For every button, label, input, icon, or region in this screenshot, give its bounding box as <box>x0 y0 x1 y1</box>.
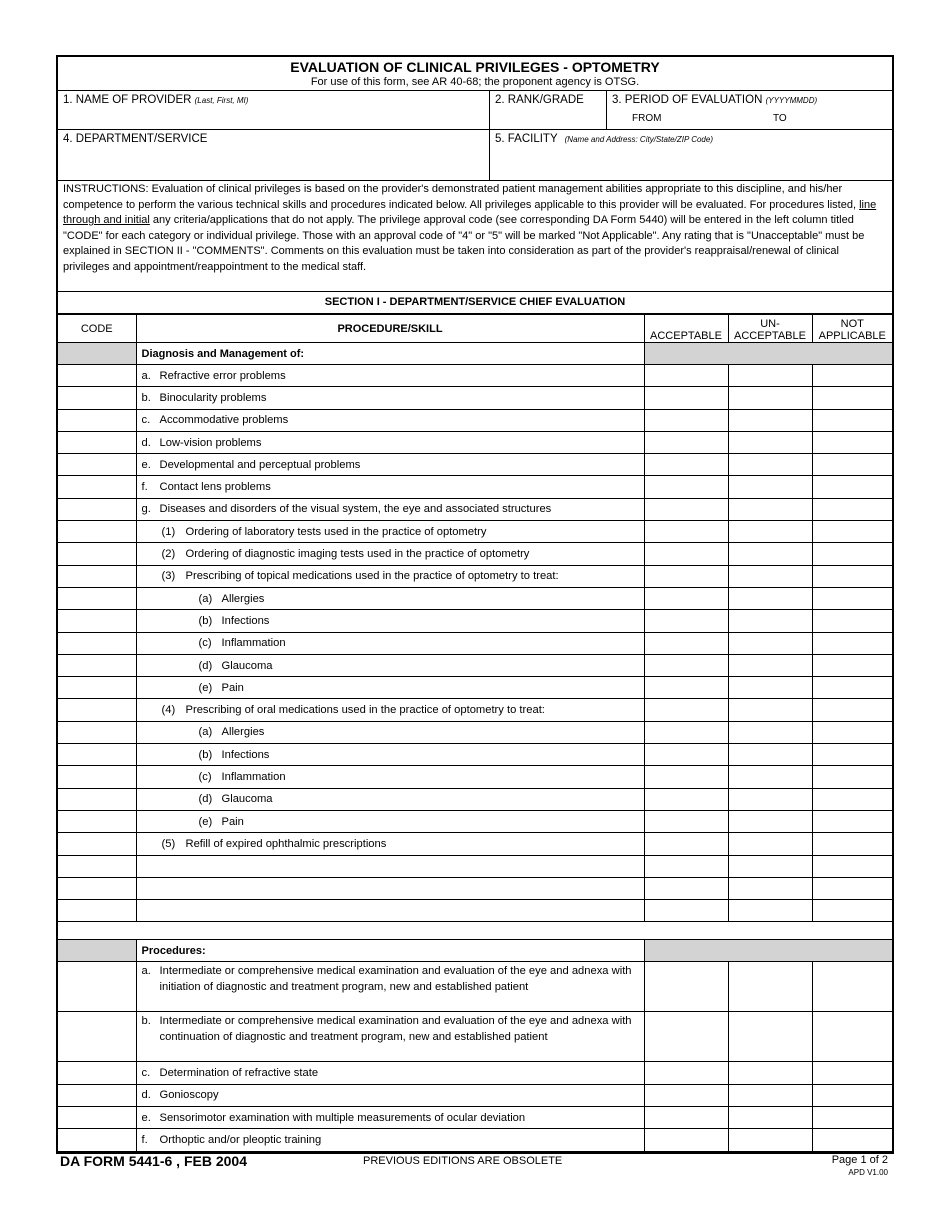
table-row <box>58 677 892 699</box>
acceptable-cell[interactable] <box>644 788 728 810</box>
item-prefix: a. <box>141 965 151 978</box>
code-cell[interactable] <box>58 565 136 587</box>
table-row <box>58 365 892 387</box>
evaluation-table <box>58 314 892 1152</box>
procedure-cell <box>136 1012 644 1062</box>
code-cell[interactable] <box>58 610 136 632</box>
table-row <box>58 454 892 476</box>
from-label: FROM <box>632 113 662 124</box>
evaluation-form <box>56 55 894 1154</box>
code-cell[interactable] <box>58 788 136 810</box>
unacceptable-cell[interactable] <box>728 810 812 832</box>
not-applicable-cell[interactable] <box>812 565 892 587</box>
unacceptable-cell[interactable] <box>728 788 812 810</box>
procedure-cell <box>136 1062 644 1084</box>
item-prefix: b. <box>141 391 151 404</box>
page-number: Page 1 of 2 <box>831 1154 888 1166</box>
category-label: Diagnosis and Management of: <box>136 343 644 365</box>
acceptable-cell[interactable] <box>644 721 728 743</box>
acceptable-cell[interactable] <box>644 677 728 699</box>
acceptable-cell[interactable] <box>644 1107 728 1129</box>
procedure-cell <box>136 744 644 766</box>
procedure-cell[interactable] <box>136 877 644 899</box>
procedure-cell <box>136 521 644 543</box>
spacer-cell <box>58 922 892 940</box>
acceptable-cell[interactable] <box>644 476 728 498</box>
procedure-cell <box>136 565 644 587</box>
unacceptable-cell[interactable] <box>728 962 812 1012</box>
table-row <box>58 543 892 565</box>
form-footer <box>60 1153 890 1183</box>
not-applicable-cell[interactable] <box>812 877 892 899</box>
table-row <box>58 632 892 654</box>
code-column-header: CODE <box>58 315 136 343</box>
item-label: Contact lens problems <box>159 481 271 494</box>
provider-name-field[interactable] <box>58 91 490 129</box>
unacceptable-cell[interactable] <box>728 521 812 543</box>
item-prefix: (d) <box>198 659 213 672</box>
procedure-cell <box>136 1084 644 1106</box>
unacceptable-cell[interactable] <box>728 833 812 855</box>
table-row <box>58 962 892 1012</box>
code-cell[interactable] <box>58 833 136 855</box>
code-cell[interactable] <box>58 810 136 832</box>
table-row <box>58 766 892 788</box>
table-row <box>58 521 892 543</box>
category-row-diagnosis <box>58 343 892 365</box>
procedure-column-header: PROCEDURE/SKILL <box>136 315 644 343</box>
unacceptable-cell[interactable] <box>728 900 812 922</box>
not-applicable-cell[interactable] <box>812 900 892 922</box>
form-title: EVALUATION OF CLINICAL PRIVILEGES - OPTOMETRY <box>290 59 660 75</box>
procedure-cell <box>136 677 644 699</box>
code-cell[interactable] <box>58 409 136 431</box>
not-applicable-cell[interactable] <box>812 454 892 476</box>
procedure-cell <box>136 365 644 387</box>
code-cell <box>58 343 136 365</box>
facility-label: 5. FACILITY <box>495 133 558 145</box>
not-applicable-cell[interactable] <box>812 587 892 609</box>
acceptable-cell[interactable] <box>644 833 728 855</box>
category-label: Procedures: <box>136 940 644 962</box>
code-cell <box>58 940 136 962</box>
facility-hint: (Name and Address: City/State/ZIP Code) <box>564 135 713 144</box>
unacceptable-cell[interactable] <box>728 632 812 654</box>
not-applicable-cell[interactable] <box>812 498 892 520</box>
item-label: Accommodative problems <box>159 414 289 427</box>
procedure-cell <box>136 1107 644 1129</box>
department-field[interactable] <box>58 130 490 180</box>
unacceptable-cell[interactable] <box>728 431 812 453</box>
unacceptable-cell[interactable] <box>728 1107 812 1129</box>
not-applicable-cell[interactable] <box>812 1062 892 1084</box>
not-applicable-cell[interactable] <box>812 677 892 699</box>
item-label: Orthoptic and/or pleoptic training <box>159 1133 322 1146</box>
table-row <box>58 610 892 632</box>
item-prefix: b. <box>141 1015 151 1028</box>
procedure-cell <box>136 721 644 743</box>
item-prefix: (4) <box>161 704 176 717</box>
acceptable-cell[interactable] <box>644 877 728 899</box>
not-applicable-cell[interactable] <box>812 788 892 810</box>
table-row <box>58 587 892 609</box>
item-label: Ordering of diagnostic imaging tests used in the practice of optometry <box>185 548 530 561</box>
provider-name-hint: (Last, First, MI) <box>194 96 249 105</box>
acceptable-cell[interactable] <box>644 521 728 543</box>
not-applicable-cell[interactable] <box>812 476 892 498</box>
rank-grade-field[interactable] <box>490 91 607 129</box>
item-prefix: (c) <box>198 770 212 783</box>
instructions <box>58 181 892 292</box>
unacceptable-cell[interactable] <box>728 654 812 676</box>
item-label: Sensorimotor examination with multiple measurements of ocular deviation <box>159 1111 526 1124</box>
rank-grade-label: 2. RANK/GRADE <box>495 94 584 106</box>
table-row <box>58 409 892 431</box>
procedure-cell <box>136 788 644 810</box>
not-applicable-cell[interactable] <box>812 431 892 453</box>
acceptable-cell[interactable] <box>644 962 728 1012</box>
unacceptable-cell[interactable] <box>728 587 812 609</box>
not-applicable-cell[interactable] <box>812 632 892 654</box>
not-applicable-cell[interactable] <box>812 1129 892 1151</box>
unacceptable-cell[interactable] <box>728 699 812 721</box>
code-cell[interactable] <box>58 962 136 1012</box>
table-row <box>58 1062 892 1084</box>
procedure-cell[interactable] <box>136 855 644 877</box>
item-prefix: (d) <box>198 793 213 806</box>
unacceptable-cell[interactable] <box>728 1012 812 1062</box>
item-prefix: f. <box>141 1133 148 1146</box>
procedure-cell <box>136 810 644 832</box>
not-applicable-cell[interactable] <box>812 962 892 1012</box>
code-cell[interactable] <box>58 877 136 899</box>
item-label: Glaucoma <box>221 659 273 672</box>
item-prefix: d. <box>141 1089 151 1102</box>
code-cell[interactable] <box>58 677 136 699</box>
rating-cell-disabled <box>644 343 892 365</box>
code-cell[interactable] <box>58 476 136 498</box>
item-label: Prescribing of topical medications used in the practice of optometry to treat: <box>185 570 559 583</box>
unacceptable-cell[interactable] <box>728 387 812 409</box>
code-cell[interactable] <box>58 1129 136 1151</box>
acceptable-cell[interactable] <box>644 744 728 766</box>
table-row <box>58 387 892 409</box>
not-applicable-cell[interactable] <box>812 833 892 855</box>
acceptable-cell[interactable] <box>644 431 728 453</box>
provider-name-label: 1. NAME OF PROVIDER <box>63 94 192 106</box>
table-row <box>58 565 892 587</box>
code-cell[interactable] <box>58 766 136 788</box>
not-applicable-cell[interactable] <box>812 699 892 721</box>
procedure-cell <box>136 654 644 676</box>
item-prefix: c. <box>141 414 151 427</box>
form-subtitle: For use of this form, see AR 40-68; the proponent agency is OTSG. <box>310 76 640 88</box>
unacceptable-cell[interactable] <box>728 677 812 699</box>
table-row <box>58 498 892 520</box>
item-prefix: e. <box>141 458 151 471</box>
procedure-cell <box>136 543 644 565</box>
item-label: Glaucoma <box>221 793 273 806</box>
item-prefix: f. <box>141 481 148 494</box>
item-prefix: e. <box>141 1111 151 1124</box>
item-label: Inflammation <box>221 770 286 783</box>
not-applicable-cell[interactable] <box>812 654 892 676</box>
to-label: TO <box>773 113 787 124</box>
item-prefix: a. <box>141 369 151 382</box>
table-row <box>58 810 892 832</box>
procedure-cell <box>136 1129 644 1151</box>
item-label: Developmental and perceptual problems <box>159 458 361 471</box>
not-applicable-cell[interactable] <box>812 721 892 743</box>
department-row <box>58 130 892 181</box>
item-label: Allergies <box>221 592 265 605</box>
unacceptable-cell[interactable] <box>728 855 812 877</box>
acceptable-cell[interactable] <box>644 699 728 721</box>
acceptable-cell[interactable] <box>644 1084 728 1106</box>
form-header <box>58 57 892 91</box>
item-prefix: (b) <box>198 748 213 761</box>
code-cell[interactable] <box>58 1084 136 1106</box>
code-cell[interactable] <box>58 632 136 654</box>
item-prefix: (1) <box>161 525 176 538</box>
table-row <box>58 654 892 676</box>
not-applicable-cell[interactable] <box>812 855 892 877</box>
acceptable-cell[interactable] <box>644 1012 728 1062</box>
table-row <box>58 788 892 810</box>
acceptable-cell[interactable] <box>644 387 728 409</box>
acceptable-cell[interactable] <box>644 365 728 387</box>
rating-cell-disabled <box>644 940 892 962</box>
period-label: 3. PERIOD OF EVALUATION <box>612 94 763 106</box>
acceptable-cell[interactable] <box>644 654 728 676</box>
item-prefix: c. <box>141 1067 151 1080</box>
code-cell[interactable] <box>58 387 136 409</box>
unacceptable-cell[interactable] <box>728 744 812 766</box>
acceptable-cell[interactable] <box>644 1129 728 1151</box>
code-cell[interactable] <box>58 587 136 609</box>
code-cell[interactable] <box>58 521 136 543</box>
blank-row <box>58 900 892 922</box>
form-number: DA FORM 5441-6 , FEB 2004 <box>60 1153 247 1169</box>
procedure-cell <box>136 454 644 476</box>
item-prefix: (e) <box>198 681 213 694</box>
procedure-cell <box>136 587 644 609</box>
not-applicable-cell[interactable] <box>812 1012 892 1062</box>
not-applicable-cell[interactable] <box>812 409 892 431</box>
table-header-row <box>58 315 892 343</box>
item-prefix: (a) <box>198 592 213 605</box>
period-hint: (YYYYMMDD) <box>765 96 818 105</box>
code-cell[interactable] <box>58 1107 136 1129</box>
table-row <box>58 1107 892 1129</box>
acceptable-cell[interactable] <box>644 766 728 788</box>
item-label: Infections <box>221 748 270 761</box>
item-label: Intermediate or comprehensive medical examination and evaluation of the eye and adnexa with continuation of diagnostic and treatment program, new and established patient <box>159 1015 632 1043</box>
item-label: Determination of refractive state <box>159 1067 319 1080</box>
procedure-cell <box>136 409 644 431</box>
procedure-cell <box>136 610 644 632</box>
item-label: Intermediate or comprehensive medical examination and evaluation of the eye and adnexa with initiation of diagnostic and treatment program, new and established patient <box>159 965 632 993</box>
item-label: Diseases and disorders of the visual system, the eye and associated structures <box>159 503 552 516</box>
item-prefix: g. <box>141 503 151 516</box>
item-label: Refractive error problems <box>159 369 286 382</box>
unacceptable-column-header: UN- ACCEPTABLE <box>728 315 812 343</box>
spacer-row <box>58 922 892 940</box>
table-row <box>58 431 892 453</box>
item-label: Allergies <box>221 726 265 739</box>
item-label: Ordering of laboratory tests used in the practice of optometry <box>185 525 487 538</box>
procedure-cell <box>136 962 644 1012</box>
item-prefix: (2) <box>161 548 176 561</box>
unacceptable-cell[interactable] <box>728 610 812 632</box>
procedure-cell <box>136 476 644 498</box>
unacceptable-cell[interactable] <box>728 454 812 476</box>
table-row <box>58 476 892 498</box>
not-applicable-cell[interactable] <box>812 521 892 543</box>
item-prefix: (c) <box>198 637 212 650</box>
not-applicable-cell[interactable] <box>812 1084 892 1106</box>
item-label: Binocularity problems <box>159 391 267 404</box>
code-cell[interactable] <box>58 454 136 476</box>
code-cell[interactable] <box>58 855 136 877</box>
acceptable-cell[interactable] <box>644 810 728 832</box>
procedure-cell: (5) Refill of expired ophthalmic prescriptions <box>136 833 644 855</box>
code-cell[interactable] <box>58 498 136 520</box>
acceptable-cell[interactable] <box>644 855 728 877</box>
code-cell[interactable] <box>58 744 136 766</box>
acceptable-cell[interactable] <box>644 1062 728 1084</box>
not-applicable-cell[interactable] <box>812 766 892 788</box>
table-row <box>58 699 892 721</box>
acceptable-cell[interactable] <box>644 587 728 609</box>
unacceptable-cell[interactable] <box>728 476 812 498</box>
unacceptable-cell[interactable] <box>728 498 812 520</box>
item-label: Inflammation <box>221 637 286 650</box>
code-cell[interactable] <box>58 365 136 387</box>
not-applicable-cell[interactable] <box>812 365 892 387</box>
procedure-cell <box>136 431 644 453</box>
acceptable-column-header: ACCEPTABLE <box>644 315 728 343</box>
procedure-cell <box>136 766 644 788</box>
unacceptable-cell[interactable] <box>728 409 812 431</box>
not-applicable-cell[interactable] <box>812 387 892 409</box>
acceptable-cell[interactable] <box>644 565 728 587</box>
procedure-cell <box>136 632 644 654</box>
item-prefix: d. <box>141 436 151 449</box>
not-applicable-cell[interactable] <box>812 1107 892 1129</box>
unacceptable-cell[interactable] <box>728 721 812 743</box>
table-row <box>58 833 892 855</box>
unacceptable-cell[interactable] <box>728 565 812 587</box>
item-prefix: (a) <box>198 726 213 739</box>
unacceptable-cell[interactable] <box>728 1129 812 1151</box>
instructions-underlined: line through and initial <box>63 198 877 226</box>
apd-version: APD V1.00 <box>848 1168 888 1177</box>
code-cell[interactable] <box>58 900 136 922</box>
item-label: Prescribing of oral medications used in the practice of optometry to treat: <box>185 704 545 717</box>
code-cell[interactable] <box>58 1012 136 1062</box>
code-cell[interactable] <box>58 1062 136 1084</box>
table-row <box>58 1129 892 1151</box>
code-cell[interactable] <box>58 431 136 453</box>
item-prefix: (3) <box>161 570 176 583</box>
not-applicable-cell[interactable] <box>812 610 892 632</box>
unacceptable-cell[interactable] <box>728 365 812 387</box>
unacceptable-cell[interactable] <box>728 766 812 788</box>
facility-field[interactable] <box>490 130 892 180</box>
code-cell[interactable] <box>58 654 136 676</box>
acceptable-cell[interactable] <box>644 543 728 565</box>
table-row <box>58 744 892 766</box>
item-label: Gonioscopy <box>159 1089 219 1102</box>
acceptable-cell[interactable] <box>644 610 728 632</box>
procedure-cell <box>136 498 644 520</box>
not-applicable-cell[interactable] <box>812 543 892 565</box>
acceptable-cell[interactable] <box>644 498 728 520</box>
section-1-title: SECTION I - DEPARTMENT/SERVICE CHIEF EVALUATION <box>58 292 892 314</box>
table-row <box>58 721 892 743</box>
instructions-text-1: INSTRUCTIONS: Evaluation of clinical privileges is based on the provider's demonstrated patient management abilities appropriate to this discipline, and his/her competence to perform the various technical skills and procedures indicated below. All privileges applicable to this provider will be evaluated. For procedures listed, <box>63 183 860 211</box>
item-label: Infections <box>221 614 270 627</box>
table-row <box>58 1012 892 1062</box>
period-field[interactable] <box>607 91 892 129</box>
code-cell[interactable] <box>58 699 136 721</box>
acceptable-cell[interactable] <box>644 454 728 476</box>
blank-row <box>58 877 892 899</box>
acceptable-cell[interactable] <box>644 900 728 922</box>
not-applicable-cell[interactable] <box>812 810 892 832</box>
instructions-text-2: any criteria/applications that do not apply. The privilege approval code (see corresponding DA Form 5440) will be entered in the left column titled "CODE" for each category or individual privilege. Those with an approval code of "4" or "5" will be marked "Not Applicable". Any rating that is "Unacceptable" must be explained in SECTION II - "COMMENTS". Comments on this evaluation must be taken into consideration as part of the provider's reappraisal/renewal of clinical privileges and appointment/reappointment to the medical staff. <box>63 214 865 273</box>
item-label: Low-vision problems <box>159 436 262 449</box>
code-cell[interactable] <box>58 721 136 743</box>
item-label: Pain <box>221 815 244 828</box>
item-prefix: (e) <box>198 815 213 828</box>
acceptable-cell[interactable] <box>644 632 728 654</box>
previous-editions-note: PREVIOUS EDITIONS ARE OBSOLETE <box>363 1155 563 1167</box>
department-label: 4. DEPARTMENT/SERVICE <box>63 133 208 145</box>
acceptable-cell[interactable] <box>644 409 728 431</box>
item-label: Pain <box>221 681 244 694</box>
not-applicable-cell[interactable] <box>812 744 892 766</box>
table-row <box>58 1084 892 1106</box>
unacceptable-cell[interactable] <box>728 1084 812 1106</box>
category-row-procedures <box>58 940 892 962</box>
blank-row <box>58 855 892 877</box>
unacceptable-cell[interactable] <box>728 877 812 899</box>
procedure-cell <box>136 699 644 721</box>
procedure-cell[interactable] <box>136 900 644 922</box>
procedure-cell <box>136 387 644 409</box>
not-applicable-column-header: NOT APPLICABLE <box>812 315 892 343</box>
code-cell[interactable] <box>58 543 136 565</box>
unacceptable-cell[interactable] <box>728 543 812 565</box>
provider-row <box>58 91 892 130</box>
unacceptable-cell[interactable] <box>728 1062 812 1084</box>
item-prefix: (b) <box>198 614 213 627</box>
